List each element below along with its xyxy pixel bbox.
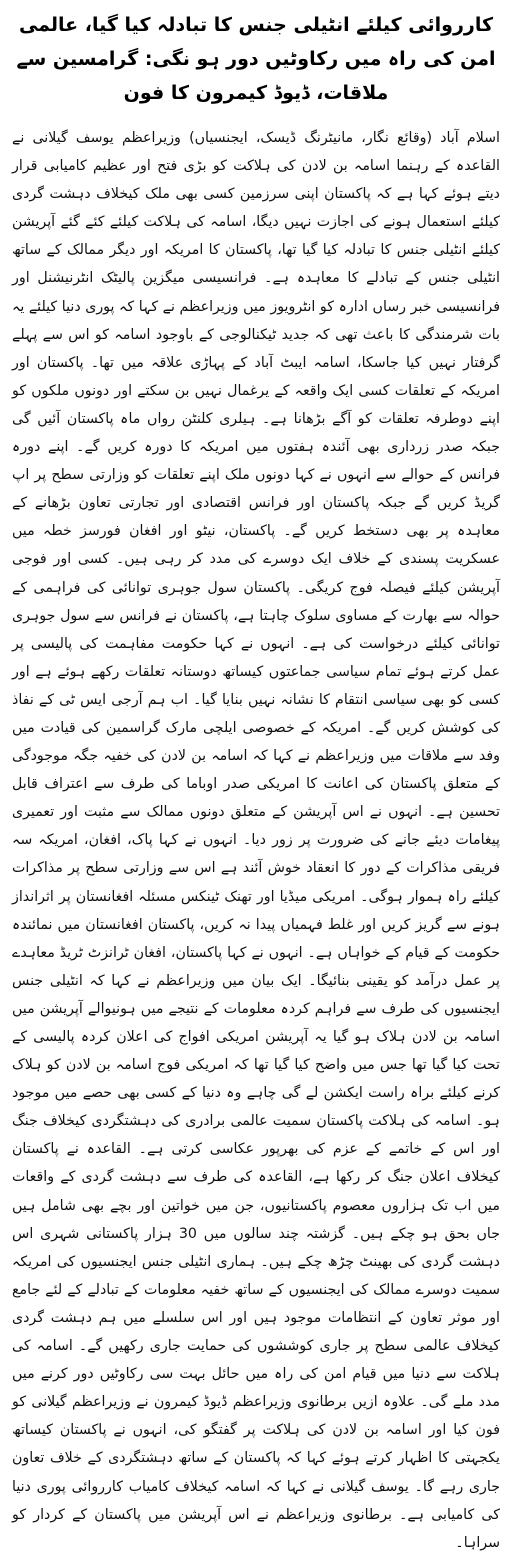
article-body: اسلام آباد (وقائع نگار، مانیٹرنگ ڈیسک، ایجنسیاں) وزیراعظم یوسف گیلانی نے القاعدہ کے رہنما اسامہ بن لادن کی ہلاکت کو بڑی فتح اور عظیم کامیابی قرار دیتے ہوئے کہا ہے کہ پاکستان اپنی سرزمین کسی بھی ملک کیخلاف دہشت گردی کیلئے استعمال ہونے کی اجازت نہیں دیگا، اسامہ کی ہلاکت کیلئے کئے گئے آپریشن کیلئے انٹیلی جنس کا تبادلہ کیا گیا تھا، پاکستان کا امریکہ اور دیگر ممالک کے ساتھ انٹیلی جنس کے تبادلے کا معاہدہ ہے۔ فرانسیسی میگزین پالیٹک انٹرنیشنل اور فرانسیسی خبر رساں ادارہ کو انٹرویوز میں وزیراعظم نے کہا کہ پوری دنیا کیلئے یہ بات شرمندگی کا باعث تھی کہ جدید ٹیکنالوجی کے باوجود اسامہ کو اس سے پہلے گرفتار نہیں کیا جاسکا، اسامہ ایبٹ آباد کے پہاڑی علاقہ میں تھا۔ پاکستان اور امریکہ کے تعلقات کسی ایک واقعہ کے یرغمال نہیں بن سکتے اور دونوں ملکوں کو اپنے دوطرفہ تعلقات کو آگے بڑھانا ہے۔ ہیلری کلنٹن رواں ماہ پاکستان آئیں گی جبکہ صدر زرداری بھی آئندہ ہفتوں میں امریکہ کا دورہ کریں گے۔ اپنے دورہ فرانس کے حوالے سے انہوں نے کہا دونوں ملک اپنے تعلقات کو وزارتی سطح پر اپ گریڈ کریں گے جبکہ پاکستان اور فرانس اقتصادی اور تجارتی تعاون بڑھانے کے معاہدہ پر بھی دستخط کریں گے۔ پاکستان، نیٹو اور افغان فورسز خطہ میں عسکریت پسندی کے خلاف ایک دوسرے کی مدد کر رہی ہیں۔ کسی اور فوجی آپریشن کیلئے فیصلہ فوج کریگی۔ پاکستان سول جوہری توانائی کی فراہمی کے حوالہ سے بھارت کے مساوی سلوک چاہتا ہے، پاکستان نے فرانس سے سول جوہری توانائی کیلئے درخواست کی ہے۔ انہوں نے کہا حکومت مفاہمت کی پالیسی پر عمل کرتے ہوئے تمام سیاسی جماعتوں کیساتھ دوستانہ تعلقات رکھے ہوئے ہے اور کسی کو بھی سیاسی انتقام کا نشانہ نہیں بنایا گیا۔ اب ہم آرجی ایس ٹی کے نفاذ کی کوشش کریں گے۔ امریکہ کے خصوصی ایلچی مارک گراسمین کی قیادت میں وفد سے ملاقات میں وزیراعظم نے کہا کہ اسامہ بن لادن کی خفیہ جگہ موجودگی کے متعلق پاکستان کی اعانت کا امریکی صدر اوباما کی طرف سے اعتراف قابل تحسین ہے۔ انہوں نے اس آپریشن کے متعلق دونوں ممالک سے مثبت اور تعمیری پیغامات دیئے جانے کی ضرورت پر زور دیا۔ انہوں نے کہا پاک، افغان، امریکہ سہ فریقی مذاکرات کے دور کا انعقاد خوش آئند ہے اس سے وزارتی سطح پر مذاکرات کیلئے راہ ہموار ہوگی۔ امریکی میڈیا اور تھنک ٹینکس مسئلہ افغانستان پر اثرانداز ہونے سے گریز کریں اور غلط فہمیاں پیدا نہ کریں، پاکستان افغانستان میں نمائندہ حکومت کے قیام کے خواہاں ہے۔ انہوں نے کہا پاکستان، افغان ٹرانزٹ ٹریڈ معاہدے پر عمل درآمد کو یقینی بنائیگا۔ ایک بیان میں وزیراعظم نے کہا کہ انٹیلی جنس ایجنسیوں کی طرف سے فراہم کردہ معلومات کے نتیجے میں ہونیوالے آپریشن میں اسامہ بن لادن ہلاک ہو گیا یہ آپریشن امریکی افواج کی اعلان کردہ پالیسی کے تحت کیا گیا تھا جس میں واضح کیا گیا تھا کہ امریکی فوج اسامہ بن لادن کو ہلاک کرنے کیلئے براہ راست ایکشن لے گی چاہے وہ دنیا کے کسی بھی حصے میں موجود ہو۔ اسامہ کی ہلاکت پاکستان سمیت عالمی برادری کی دہشتگردی کیخلاف جنگ اور اس کے خاتمے کے عزم کی بھرپور عکاسی کرتی ہے۔ القاعدہ نے پاکستان کیخلاف اعلان جنگ کر رکھا ہے، القاعدہ کی طرف سے دہشت گردی کے واقعات میں اب تک ہزاروں معصوم پاکستانیوں، جن میں خواتین اور بچے بھی شامل ہیں جاں بحق ہو چکے ہیں۔ گزشتہ چند سالوں میں 30 ہزار پاکستانی شہری اس دہشت گردی کی بھینٹ چڑھ چکے ہیں۔ ہماری انٹیلی جنس ایجنسیوں کی امریکہ سمیت دوسرے ممالک کی ایجنسیوں کے ساتھ خفیہ معلومات کے تبادلے کے لئے جامع اور موثر تعاون کے انتظامات موجود ہیں اور اس سلسلے میں ہم دہشت گردی کیخلاف عالمی سطح پر جاری کوششوں کی حمایت جاری رکھیں گے۔ اسامہ کی ہلاکت سے دنیا میں قیام امن کی راہ میں حائل بہت سی رکاوٹیں دور کرنے میں مدد ملے گی۔ علاوہ ازیں برطانوی وزیراعظم ڈیوڈ کیمرون نے وزیراعظم گیلانی کو فون کیا اور اسامہ بن لادن کی ہلاکت پر گفتگو کی، انہوں نے پاکستان کیساتھ یکجہتی کا اظہار کرتے ہوئے کہا کہ پاکستان کے ساتھ دہشتگردی کے خلاف تعاون جاری رہے گا۔ یوسف گیلانی نے کہا کہ اسامہ کیخلاف کامیاب کارروائی پوری دنیا کی کامیابی ہے۔ برطانوی وزیراعظم نے اس آپریشن میں پاکستان کے کردار کو سراہا۔ bbox=[12, 130, 500, 1551]
article-headline: کارروائی کیلئے انٹیلی جنس کا تبادلہ کیا گیا، عالمی امن کی راہ میں رکاوٹیں دور ہو نگی: گرامسین سے ملاقات، ڈیوڈ کیمرون کا فون bbox=[16, 14, 496, 104]
